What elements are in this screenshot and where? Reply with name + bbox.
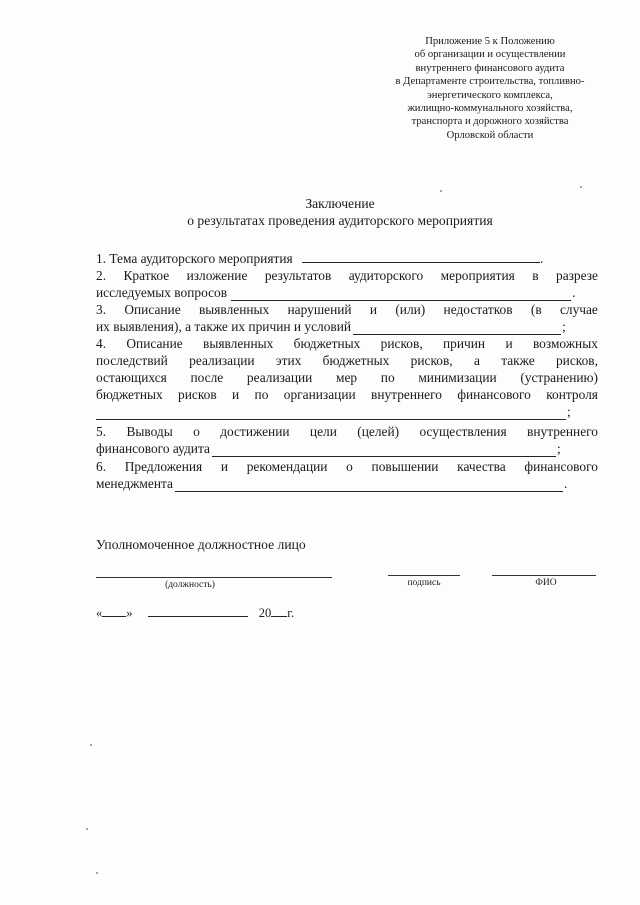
official-label: Уполномоченное должностное лицо: [96, 537, 306, 552]
word: рекомендации: [246, 459, 328, 474]
appendix-line: транспорта и дорожного хозяйства: [411, 116, 569, 128]
item-2-blank[interactable]: [231, 287, 571, 301]
word: 6.: [96, 459, 107, 474]
item-6-line-2: [96, 475, 598, 492]
word: и: [232, 387, 240, 402]
item-2-line-2: [96, 284, 598, 301]
appendix-line: жилищно-коммунального хозяйства,: [407, 103, 573, 115]
word: достижении: [220, 424, 290, 439]
item-2-period: .: [572, 285, 576, 300]
item-4-line-3: [96, 369, 598, 386]
item-5-line-1: [96, 423, 598, 440]
word: 2.: [96, 268, 107, 283]
item-3-line-1: [96, 301, 598, 318]
word: и: [220, 459, 229, 474]
word: также: [501, 353, 535, 368]
word: мероприятия: [440, 268, 515, 283]
word: осуществления: [419, 424, 507, 439]
word: рисков,: [555, 353, 598, 368]
item-6-line-1: [96, 458, 598, 475]
year-suffix: г.: [287, 606, 295, 620]
date-line: [96, 606, 294, 621]
word: 4.: [96, 336, 107, 351]
signature-line[interactable]: [388, 575, 460, 576]
word: и: [369, 302, 378, 317]
appendix-line: энергетического комплекса,: [427, 89, 553, 101]
word: 3.: [96, 302, 107, 317]
word: выявленных: [203, 336, 274, 351]
item-5-line-2: [96, 440, 598, 457]
word: о: [346, 459, 353, 474]
word: минимизации: [418, 370, 497, 385]
scan-speck: [440, 190, 442, 192]
word: этих: [275, 353, 302, 368]
word: Предложения: [124, 459, 203, 474]
item-3-blank[interactable]: [353, 321, 561, 335]
position-line[interactable]: [96, 577, 332, 578]
item-1-blank[interactable]: [302, 250, 540, 263]
document-subtitle: о результатах проведения аудиторского мероприятия: [187, 213, 493, 228]
word: Описание: [124, 302, 181, 317]
item-1-period: .: [540, 251, 544, 266]
word: реализации: [246, 370, 313, 385]
appendix-line: внутреннего финансового аудита: [415, 62, 565, 74]
word: (в: [530, 302, 542, 317]
word: мер: [336, 370, 358, 385]
item-2-line-1: [96, 267, 598, 284]
item-6-blank[interactable]: [175, 478, 563, 492]
word: остающихся: [96, 370, 167, 385]
item-6-period: .: [563, 476, 568, 491]
item-3-line-2: [96, 318, 598, 335]
word: реализации: [189, 353, 255, 368]
word: возможных: [532, 336, 598, 351]
word: недостатков: [443, 302, 513, 317]
name-line[interactable]: [492, 575, 596, 576]
item-2-tail: исследуемых вопросов: [96, 285, 228, 300]
signature-caption: подпись: [407, 578, 441, 588]
year-prefix: 20: [258, 606, 272, 620]
appendix-line: об организации и осуществлении: [414, 49, 566, 61]
scan-speck: [580, 186, 582, 188]
word: по: [380, 370, 395, 385]
word: изложение: [186, 268, 248, 283]
item-4-line-1: [96, 335, 598, 352]
item-3-tail: их выявления), а также их причин и условий: [96, 319, 352, 334]
word: 5.: [96, 424, 107, 439]
word: Краткое: [123, 268, 170, 283]
item-4-line-4: [96, 386, 598, 403]
word: финансового: [524, 459, 598, 474]
word: выявленных: [198, 302, 270, 317]
word: (или): [395, 302, 426, 317]
word: после: [190, 370, 224, 385]
word: финансового: [457, 387, 531, 402]
item-1: [96, 250, 598, 267]
word: Описание: [126, 336, 183, 351]
scan-speck: [90, 744, 92, 746]
word: в: [532, 268, 539, 283]
word: цели: [309, 424, 337, 439]
year-blank[interactable]: [271, 606, 287, 617]
item-4-line-5: [96, 403, 598, 420]
word: повышении: [371, 459, 439, 474]
item-4-semicolon: ;: [567, 404, 571, 419]
word: нарушений: [287, 302, 352, 317]
item-3-semicolon: ;: [562, 319, 566, 334]
word: последствий: [96, 353, 168, 368]
word: бюджетных: [322, 353, 390, 368]
appendix-line: Приложение 5 к Положению: [425, 36, 555, 47]
word: причин: [443, 336, 486, 351]
word: случае: [559, 302, 598, 317]
document-title: Заключение: [305, 196, 375, 211]
date-open-quote: «: [96, 606, 103, 620]
word: рисков,: [410, 353, 453, 368]
word: бюджетных: [293, 336, 361, 351]
word: разрезе: [556, 268, 598, 283]
item-1-label: 1. Тема аудиторского мероприятия: [96, 251, 293, 266]
day-blank[interactable]: [102, 606, 126, 617]
word: бюджетных: [96, 387, 163, 402]
item-5-tail: финансового аудита: [96, 441, 210, 456]
item-5-blank[interactable]: [212, 443, 556, 457]
word: рисков: [178, 387, 217, 402]
word: внутреннего: [371, 387, 442, 402]
word: качества: [457, 459, 506, 474]
word: и: [505, 336, 513, 351]
scan-speck: [86, 828, 88, 830]
position-caption: (должность): [165, 580, 215, 590]
word: о: [193, 424, 200, 439]
word: результатов: [264, 268, 332, 283]
word: (целей): [357, 424, 400, 439]
item-6-tail: менеджмента: [96, 476, 173, 491]
word: Выводы: [126, 424, 173, 439]
item-5-semicolon: ;: [556, 441, 561, 456]
month-blank[interactable]: [148, 606, 248, 617]
appendix-reference: [360, 35, 620, 142]
appendix-line: Орловской области: [446, 129, 534, 141]
word: аудиторского: [348, 268, 424, 283]
scan-speck: [96, 872, 98, 874]
item-4-line-2: [96, 352, 598, 369]
word: рисков,: [380, 336, 423, 351]
word: по: [254, 387, 269, 402]
word: (устранению): [520, 370, 598, 385]
date-close-quote: »: [126, 606, 133, 620]
word: контроля: [546, 387, 598, 402]
appendix-line: в Департаменте строительства, топливно-: [395, 76, 585, 88]
word: внутреннего: [527, 424, 598, 439]
word: а: [473, 353, 480, 368]
word: организации: [283, 387, 356, 402]
name-caption: ФИО: [535, 578, 557, 588]
item-4-blank[interactable]: [96, 406, 566, 420]
